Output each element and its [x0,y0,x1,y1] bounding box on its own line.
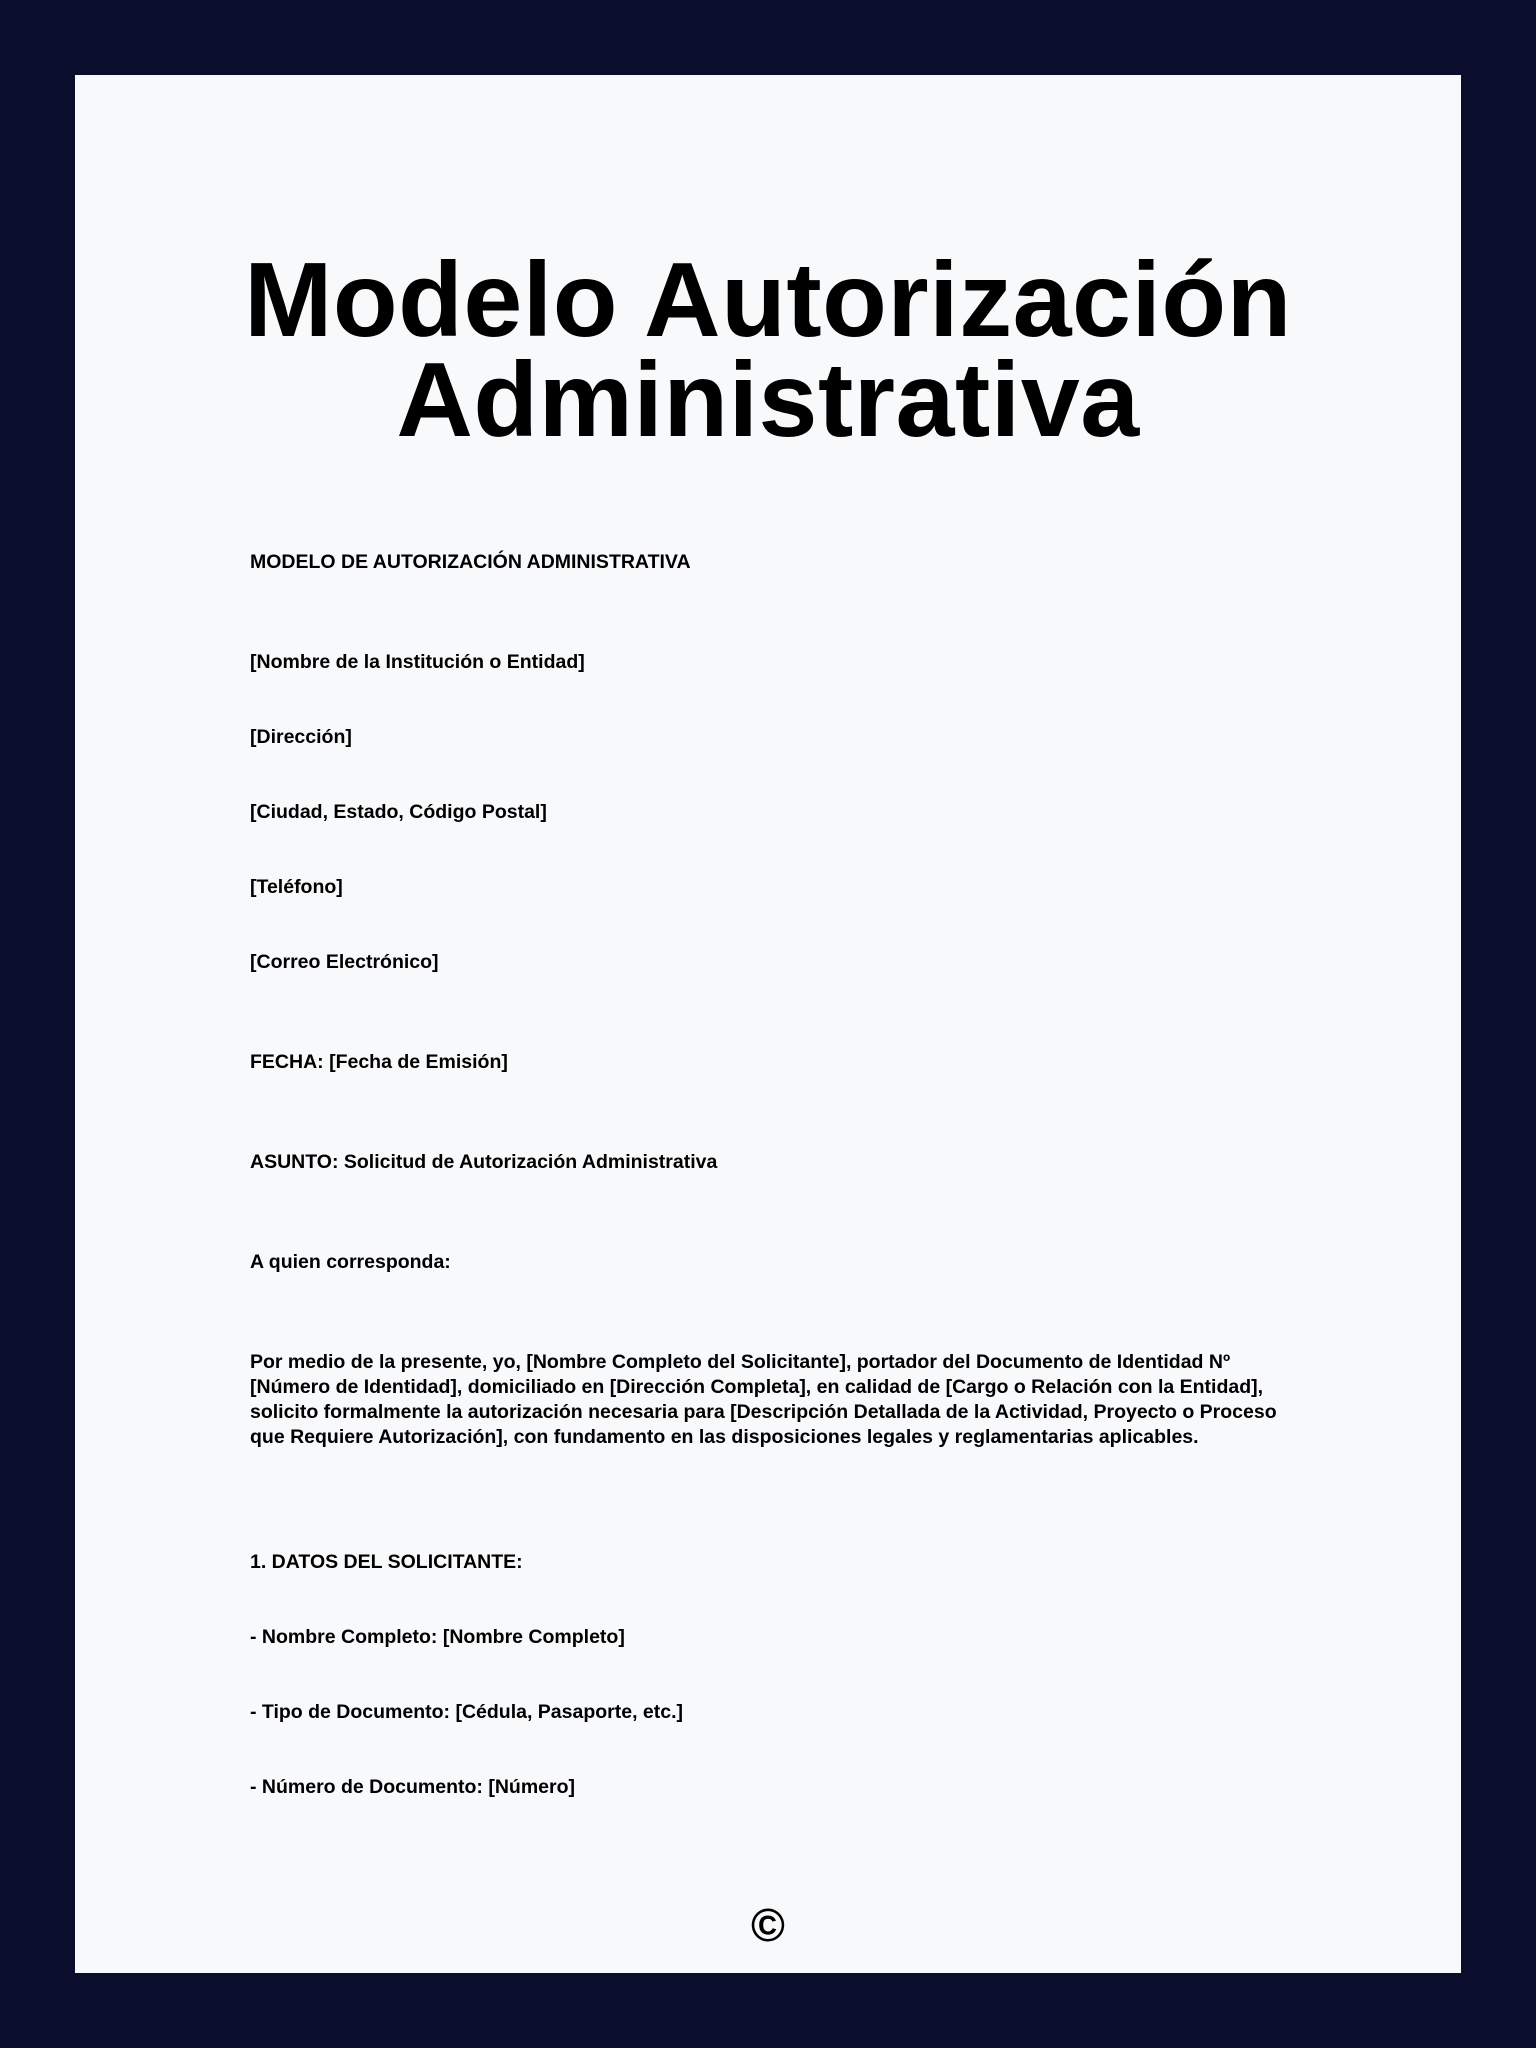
field-document-number: - Número de Documento: [Número] [250,1776,576,1798]
subject-line: ASUNTO: Solicitud de Autorización Administrativa [250,1151,718,1173]
document-title-line-2: Administrativa [396,341,1140,459]
salutation: A quien corresponda: [250,1251,451,1273]
email-line: [Correo Electrónico] [250,951,439,973]
phone-line: [Teléfono] [250,876,343,898]
copyright-icon: © [751,1899,785,1951]
section-1-heading: 1. DATOS DEL SOLICITANTE: [250,1551,523,1573]
document-title [75,241,1461,459]
body-paragraph: Por medio de la presente, yo, [Nombre Completo del Solicitante], portador del Documento de Identidad Nº [Número de Identidad], domiciliado en [Dirección Completa], en calidad de [Cargo o Relación con la Entidad], solicito formalmente la autorización necesaria para [Descripción Detallada de la Actividad, Proyecto o Proceso que Requiere Autorización], con fundamento en las disposiciones legales y reglamentarias aplicables. [250,1351,1277,1448]
document-title-line-1: Modelo Autorización [244,241,1292,359]
city-state-zip-line: [Ciudad, Estado, Código Postal] [250,801,547,823]
field-document-type: - Tipo de Documento: [Cédula, Pasaporte, etc.] [250,1701,684,1723]
date-line: FECHA: [Fecha de Emisión] [250,1051,508,1073]
institution-name: [Nombre de la Institución o Entidad] [250,651,585,673]
document-page [75,75,1461,1973]
field-full-name: - Nombre Completo: [Nombre Completo] [250,1626,625,1648]
document-heading: MODELO DE AUTORIZACIÓN ADMINISTRATIVA [250,551,691,573]
address-line: [Dirección] [250,726,352,748]
